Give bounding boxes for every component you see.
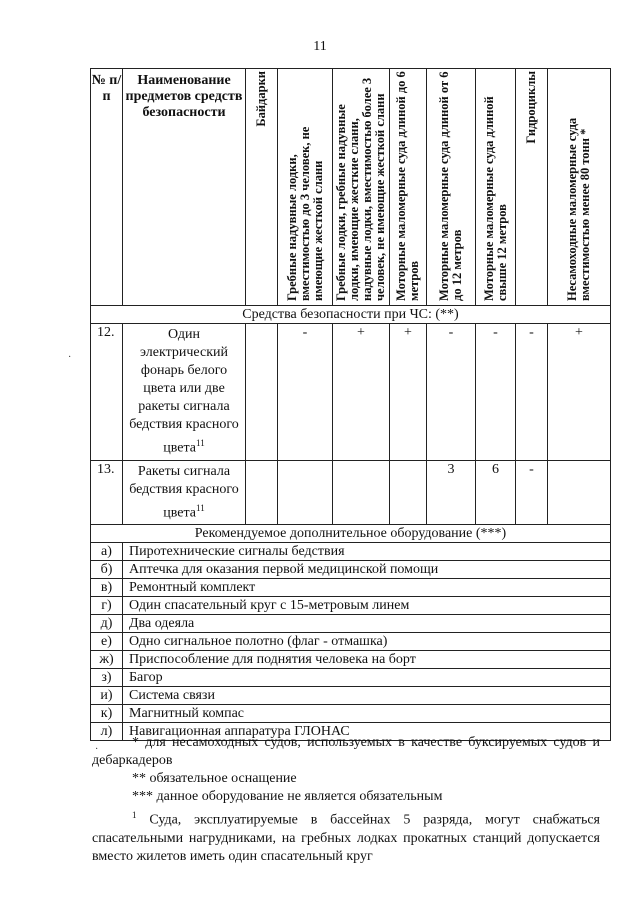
header-num: № п/п [91,69,123,306]
mark-cell [548,460,611,525]
mark-cell: - [516,460,548,525]
item-letter: е) [91,633,123,651]
item-letter: а) [91,543,123,561]
mark-cell: - [516,324,548,461]
item-letter: л) [91,723,123,741]
footnote-ref: 11 [196,502,205,513]
list-item [91,579,611,597]
item-text: Аптечка для оказания первой медицинской помощи [123,561,611,579]
row-number: 12. [91,324,123,461]
item-letter: д) [91,615,123,633]
safety-equipment-table [90,68,611,741]
item-text: Два одеяла [123,615,611,633]
mark-cell: 3 [427,460,476,525]
list-item [91,651,611,669]
list-item [91,543,611,561]
table-row [91,324,611,461]
item-text: Одно сигнальное полотно (флаг - отмашка) [123,633,611,651]
mark-cell [333,460,390,525]
item-text: Багор [123,669,611,687]
header-name: Наименование предметов средств безопасности [123,69,246,306]
note-triple-star: *** данное оборудование не является обязательным [132,789,443,804]
list-item [91,615,611,633]
item-text: Приспособление для поднятия человека на борт [123,651,611,669]
footnote-ref: 11 [196,438,205,448]
header-col-1: Байдарки [246,69,278,306]
item-text: Навигационная аппаратура ГЛОНАС [123,723,611,741]
mark-cell: + [548,324,611,461]
row-name: Один электрический фонарь белого цвета или две ракеты сигнала бедствия красного цвета$^{11}$ [123,324,246,461]
item-text: Магнитный компас [123,705,611,723]
header-col-6: Моторные маломерные суда длиной свыше 12 метров [476,69,516,306]
mark-cell [246,460,278,525]
notes-block [92,734,600,866]
header-col-8: Несамоходные маломерные суда вместимостью менее 80 тонн * [548,69,611,306]
header-col-7: Гидроциклы [516,69,548,306]
item-letter: ж) [91,651,123,669]
table-row [91,460,611,525]
note-double-star: ** обязательное оснащение [132,771,297,786]
scan-dot: · [95,744,99,755]
item-letter: з) [91,669,123,687]
item-letter: б) [91,561,123,579]
header-col-3: Гребные лодки, гребные надувные лодки, имеющие жесткие слани, надувные лодки, вместимостью более 3 человек, не имеющие жесткой слани [333,69,390,306]
item-letter: к) [91,705,123,723]
footnote-text: $^1$ Суда, эксплуатируемые в бассейнах 5 разряда, могут снабжаться спасательными нагрудниками, на гребных лодках прокатных станций допускается вместо жилетов иметь один спасательный круг [92,810,600,864]
header-col-2: Гребные надувные лодки, вместимостью до 3 человек, не имеющие жесткой слани [278,69,333,306]
row-number: 13. [91,460,123,525]
mark-cell [390,460,427,525]
item-text: Пиротехнические сигналы бедствия [123,543,611,561]
header-col-5: Моторные маломерные суда длиной от 6 до 12 метров [427,69,476,306]
list-item [91,705,611,723]
page-number: 11 [313,39,327,54]
mark-cell: - [278,324,333,461]
section-recommended-title: Рекомендуемое дополнительное оборудование (***) [91,525,611,543]
item-text: Ремонтный комплект [123,579,611,597]
header-col-4: Моторные маломерные суда длиной до 6 метров [390,69,427,306]
mark-cell: + [333,324,390,461]
item-text: Система связи [123,687,611,705]
note-single-star: * для несамоходных судов, используемых в качестве буксируемых судов и дебаркадеров [92,735,600,768]
mark-cell: + [390,324,427,461]
list-item [91,687,611,705]
list-item [91,561,611,579]
header-row [91,69,611,306]
section-recommended-row [91,525,611,543]
section-emergency-row [91,306,611,324]
item-letter: г) [91,597,123,615]
mark-cell [278,460,333,525]
mark-cell: 6 [476,460,516,525]
footnote-mark: 1 [132,810,137,820]
row-name: Ракеты сигнала бедствия красного цвета$^{11}$ [123,460,246,525]
section-emergency-title: Средства безопасности при ЧС: (**) [91,306,611,324]
mark-cell: - [476,324,516,461]
item-text: Один спасательный круг с 15-метровым линем [123,597,611,615]
item-letter: и) [91,687,123,705]
list-item [91,597,611,615]
mark-cell [246,324,278,461]
item-letter: в) [91,579,123,597]
list-item [91,669,611,687]
list-item [91,633,611,651]
mark-cell: - [427,324,476,461]
scan-dot: · [68,352,72,363]
